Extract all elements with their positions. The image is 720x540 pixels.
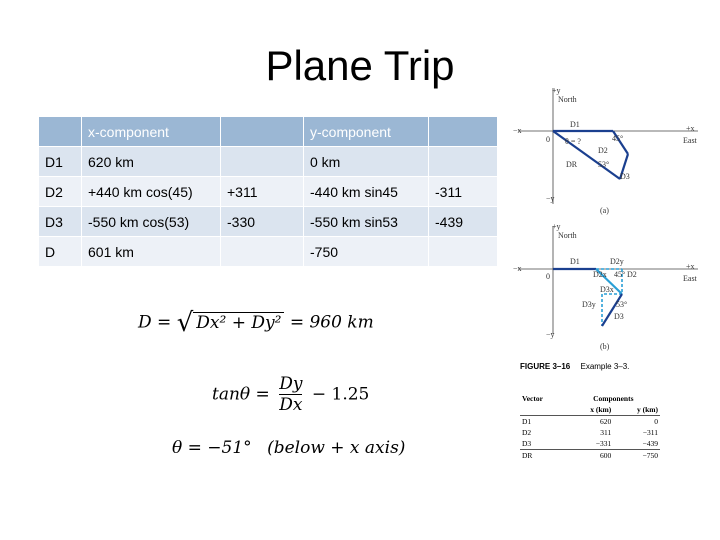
mini-header-vector: Vector	[522, 394, 543, 403]
mini-row	[520, 438, 660, 450]
figure-caption-text: Example 3–3.	[580, 362, 630, 371]
fraction	[279, 374, 302, 415]
label-d2y-b: D2y	[610, 257, 624, 266]
table-cell: 601 km	[82, 237, 221, 267]
mini-cell: −439	[642, 439, 658, 448]
figure-components-table	[520, 393, 660, 461]
eq-tangent-lhs: tanθ =	[212, 384, 270, 405]
components-table	[38, 116, 498, 267]
slide-title: Plane Trip	[265, 42, 455, 89]
table-header-row	[39, 117, 498, 147]
label-dr-a: DR	[566, 160, 578, 169]
mini-cell: −311	[642, 428, 658, 437]
label-d2x-b: D2x	[593, 270, 607, 279]
header-cell	[39, 117, 82, 147]
eq-tangent-denominator: Dx	[279, 395, 303, 415]
mini-row	[520, 427, 660, 438]
label-y-pos-b: +y	[552, 222, 561, 231]
label-d2-a: D2	[598, 146, 608, 155]
tangent-equation	[212, 374, 369, 415]
label-x-neg-a: −x	[513, 126, 522, 135]
table-cell: -440 km sin45	[304, 177, 429, 207]
angle-equation	[172, 438, 405, 458]
table-cell	[221, 147, 304, 177]
eq-tangent-rhs: − 1.25	[311, 384, 370, 405]
label-panel-b: (b)	[600, 342, 610, 351]
label-d1-b: D1	[570, 257, 580, 266]
mini-cell: −750	[642, 451, 658, 460]
mini-cell: 620	[600, 417, 612, 426]
mini-cell: 0	[654, 417, 658, 426]
label-origin-a: 0	[546, 135, 550, 144]
eq-tangent-numerator: Dy	[279, 374, 303, 394]
figure-caption	[520, 362, 629, 371]
eq-angle-note: (below + x axis)	[267, 438, 406, 458]
label-d1-a: D1	[570, 120, 580, 129]
magnitude-equation	[138, 308, 374, 338]
mini-cell: 311	[600, 428, 612, 437]
mini-header-x: x (km)	[590, 405, 612, 414]
table-row	[39, 207, 498, 237]
mini-cell: −331	[595, 439, 612, 448]
label-angle53-a: 53°	[598, 160, 610, 169]
label-east-a: East	[683, 136, 697, 145]
mini-cell: D2	[522, 428, 532, 437]
table-cell: -550 km sin53	[304, 207, 429, 237]
mini-cell: D1	[522, 417, 532, 426]
table-cell	[429, 147, 498, 177]
eq-magnitude-rhs: = 960 km	[289, 312, 374, 333]
table-cell	[429, 237, 498, 267]
label-y-pos-a: +y	[552, 86, 561, 95]
eq-magnitude-lhs: D =	[138, 312, 172, 333]
mini-cell: D3	[522, 439, 532, 448]
label-angle45-b: 45°	[614, 270, 626, 279]
mini-cell: DR	[522, 451, 533, 460]
vector-d3-b	[602, 294, 622, 326]
table-cell: 0 km	[304, 147, 429, 177]
label-x-pos-b: +x	[686, 262, 695, 271]
table-cell: +440 km cos(45)	[82, 177, 221, 207]
label-d3-a: D3	[620, 172, 630, 181]
label-y-neg-b: −y	[546, 330, 555, 339]
table-cell: D3	[39, 207, 82, 237]
label-d3x-b: D3x	[600, 285, 614, 294]
table-cell: 620 km	[82, 147, 221, 177]
vector-dr-a	[553, 131, 620, 179]
figure-label: FIGURE 3–16	[520, 362, 571, 371]
header-cell	[429, 117, 498, 147]
table-cell: -439	[429, 207, 498, 237]
table-cell: -330	[221, 207, 304, 237]
label-origin-b: 0	[546, 272, 550, 281]
mini-cell: 600	[600, 451, 612, 460]
label-x-neg-b: −x	[513, 264, 522, 273]
header-y-component: y-component	[304, 117, 429, 147]
label-north-a: North	[558, 95, 577, 104]
vector-diagram-a	[508, 84, 708, 219]
mini-row	[520, 450, 660, 462]
table-row	[39, 237, 498, 267]
eq-angle-lhs: θ = −51°	[172, 438, 252, 458]
table-cell: -311	[429, 177, 498, 207]
label-panel-a: (a)	[600, 206, 609, 215]
table-row	[39, 147, 498, 177]
table-row	[39, 177, 498, 207]
mini-header-row	[520, 393, 660, 404]
table-cell: -750	[304, 237, 429, 267]
label-theta-a: θ = ?	[565, 137, 581, 146]
mini-row	[520, 416, 660, 428]
table-cell: D	[39, 237, 82, 267]
header-cell	[221, 117, 304, 147]
label-angle45-a: 45°	[612, 134, 624, 143]
label-d3y-b: D3y	[582, 300, 596, 309]
label-east-b: East	[683, 274, 697, 283]
table-cell: +311	[221, 177, 304, 207]
table-cell	[221, 237, 304, 267]
label-angle53-b: 53°	[616, 300, 628, 309]
mini-header-components: Components	[593, 394, 634, 403]
mini-header-y: y (km)	[636, 405, 658, 414]
mini-subheader-row	[520, 404, 660, 416]
eq-magnitude-radicand: Dx² + Dy²	[193, 312, 284, 333]
table-cell: D1	[39, 147, 82, 177]
table-cell: -550 km cos(53)	[82, 207, 221, 237]
label-y-neg-a: −y	[546, 194, 555, 203]
header-x-component: x-component	[82, 117, 221, 147]
label-north-b: North	[558, 231, 577, 240]
label-d2-b: D2	[627, 270, 637, 279]
label-x-pos-a: +x	[686, 124, 695, 133]
mini-blank-cell	[520, 404, 567, 416]
table-cell: D2	[39, 177, 82, 207]
sqrt-sign: √	[176, 308, 194, 338]
label-d3-b: D3	[614, 312, 624, 321]
